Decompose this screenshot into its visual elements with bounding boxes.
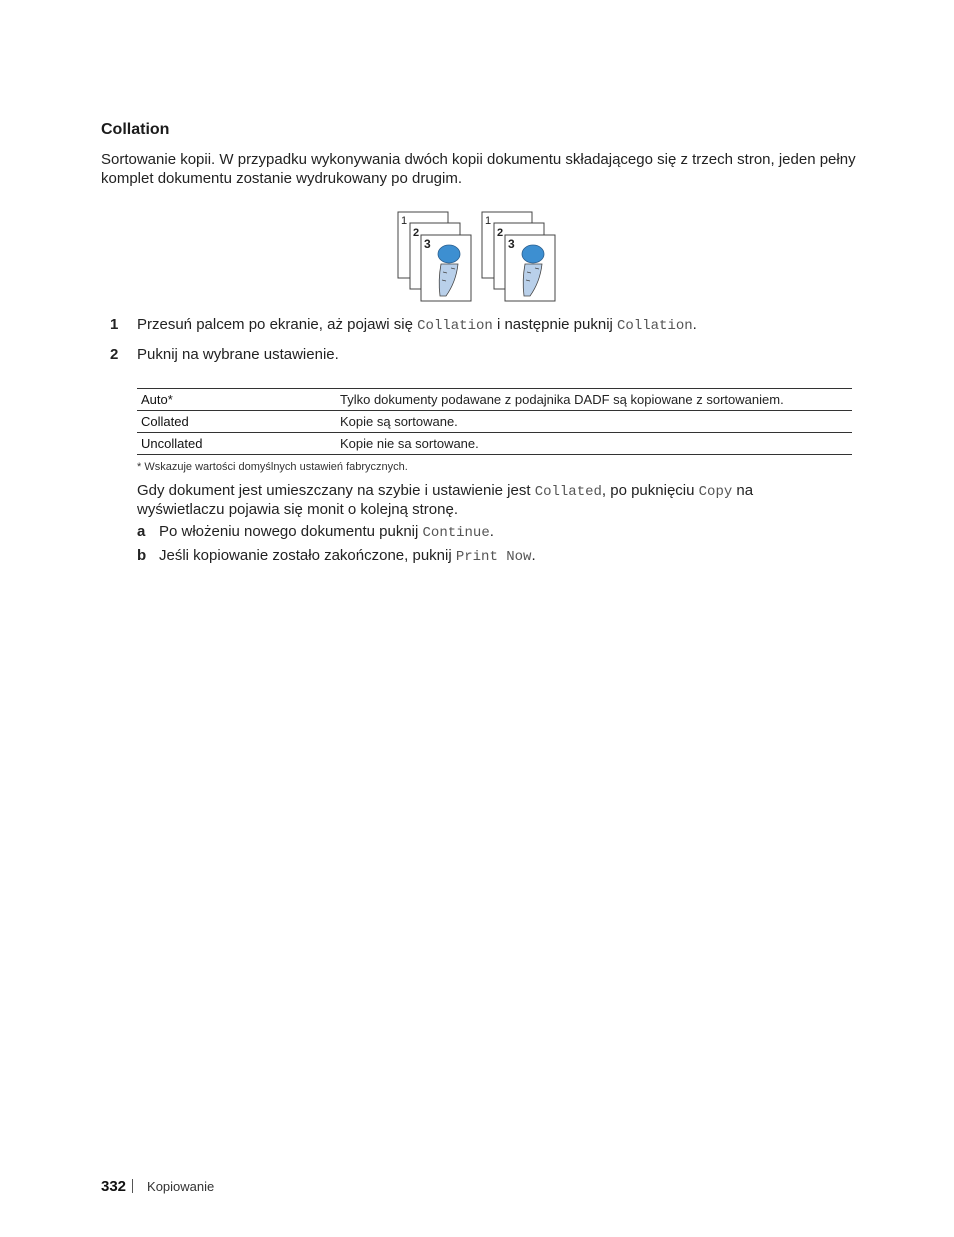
page-label: 2 bbox=[413, 227, 420, 239]
copy-set-1 bbox=[398, 212, 471, 301]
step-number: 2 bbox=[110, 346, 119, 363]
page-number: 332 bbox=[101, 1178, 127, 1195]
substep-text: Po włożeniu nowego dokumentu puknij Continue. bbox=[159, 523, 494, 541]
ui-label-continue: Continue bbox=[422, 525, 490, 541]
footer-separator bbox=[132, 1179, 133, 1193]
setting-description: Kopie są sortowane. bbox=[336, 411, 852, 433]
ui-label-copy: Copy bbox=[698, 484, 733, 500]
ui-label-collation: Collation bbox=[417, 318, 493, 334]
page-label: 1 bbox=[485, 215, 492, 227]
step-number: 1 bbox=[110, 316, 119, 333]
page-label: 3 bbox=[424, 237, 431, 251]
copy-set-2 bbox=[482, 212, 555, 301]
step-text: Przesuń palcem po ekranie, aż pojawi się Collation i następnie puknij Collation. bbox=[137, 316, 697, 334]
ui-label-print-now: Print Now bbox=[455, 549, 532, 565]
substep-letter: a bbox=[137, 523, 146, 540]
footer-section-name: Kopiowanie bbox=[147, 1179, 215, 1194]
settings-table bbox=[137, 388, 852, 455]
table-row bbox=[137, 433, 852, 455]
page-label: 1 bbox=[401, 215, 408, 227]
note-paragraph: Gdy dokument jest umieszczany na szybie i ustawienie jest Collated, po puknięciu Copy na wyświetlaczu pojawia się monit o kolejną stronę. bbox=[137, 482, 754, 518]
substep-letter: b bbox=[137, 547, 147, 564]
table-row bbox=[137, 389, 852, 411]
setting-name: Collated bbox=[137, 411, 336, 433]
setting-description: Tylko dokumenty podawane z podajnika DADF są kopiowane z sortowaniem. bbox=[336, 389, 852, 411]
ui-label-collated: Collated bbox=[534, 484, 602, 500]
collation-illustration bbox=[396, 210, 558, 302]
page-label: 2 bbox=[497, 227, 504, 239]
page-label: 3 bbox=[508, 237, 515, 251]
setting-description: Kopie nie sa sortowane. bbox=[336, 433, 852, 455]
ui-label-collation: Collation bbox=[617, 318, 693, 334]
page-footer bbox=[101, 1178, 214, 1195]
setting-name: Uncollated bbox=[137, 433, 336, 455]
substep-text: Jeśli kopiowanie zostało zakończone, puknij Print Now. bbox=[159, 547, 536, 565]
table-row bbox=[137, 411, 852, 433]
table-footnote: * Wskazuje wartości domyślnych ustawień fabrycznych. bbox=[137, 461, 408, 473]
section-title: Collation bbox=[101, 121, 170, 138]
step-text: Puknij na wybrane ustawienie. bbox=[137, 346, 339, 363]
setting-name: Auto* bbox=[137, 389, 336, 411]
section-intro: Sortowanie kopii. W przypadku wykonywania dwóch kopii dokumentu składającego się z trzech stron, jeden pełny komplet dokumentu zostanie wydrukowany po drugim. bbox=[101, 151, 856, 187]
